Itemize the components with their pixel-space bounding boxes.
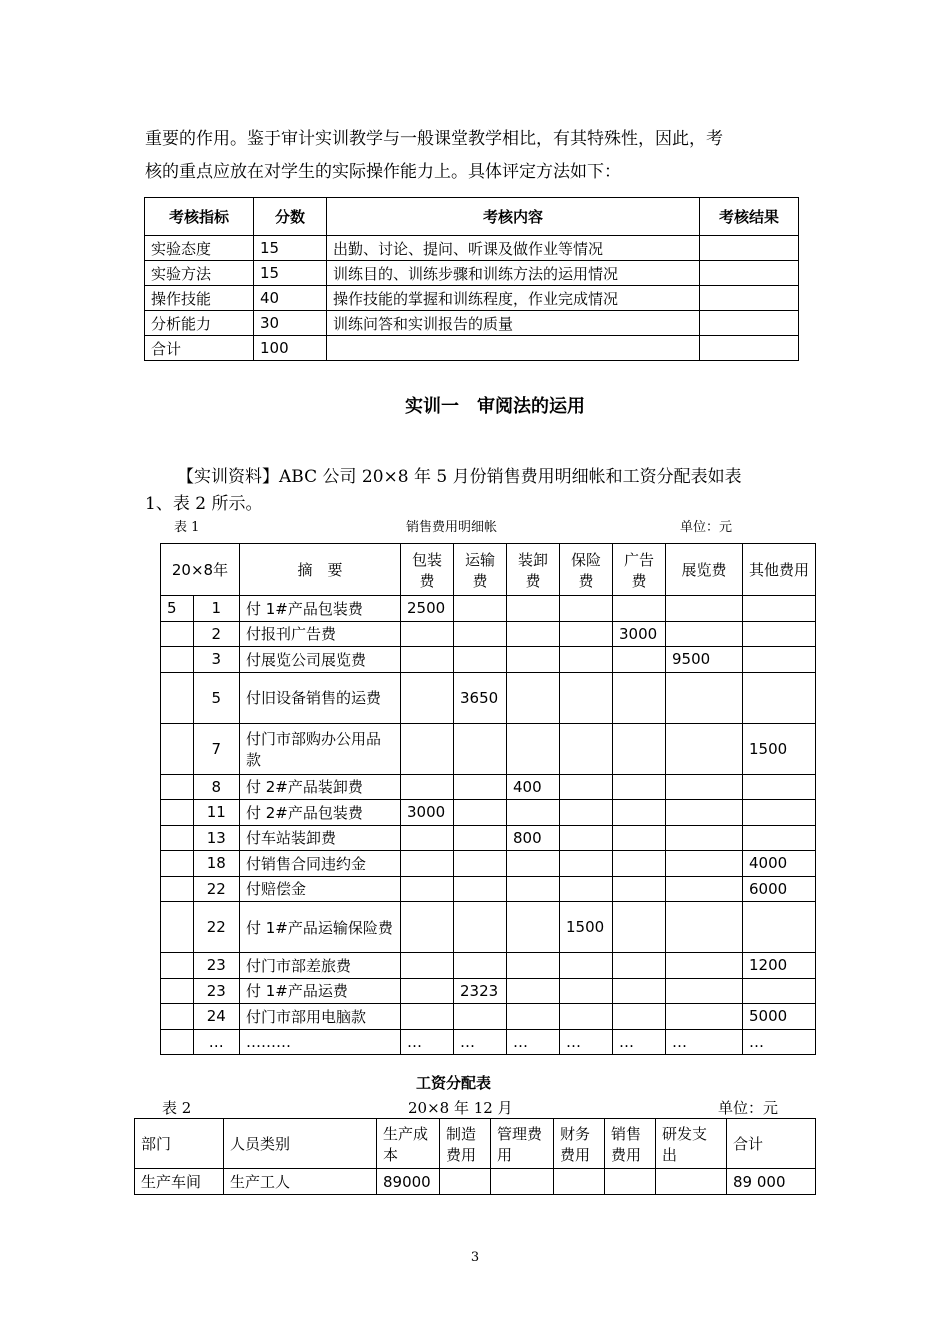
ledger-row-cell bbox=[401, 825, 454, 851]
ledger-row bbox=[161, 978, 816, 1004]
ledger-row bbox=[161, 1029, 816, 1055]
ledger-row bbox=[161, 672, 816, 723]
table2-header: 合计 bbox=[727, 1119, 816, 1169]
ledger-row-cell: 800 bbox=[507, 825, 560, 851]
table2-header: 人员类别 bbox=[224, 1119, 377, 1169]
table1-header: 其他费用 bbox=[743, 544, 816, 596]
table1-header: 广告费 bbox=[613, 544, 666, 596]
eval-row-cell: 操作技能的掌握和训练程度，作业完成情况 bbox=[327, 286, 700, 311]
wage-row-cell bbox=[656, 1169, 727, 1195]
ledger-row-cell bbox=[743, 774, 816, 800]
ledger-row-cell bbox=[161, 876, 194, 902]
ledger-row-cell bbox=[613, 902, 666, 953]
ledger-row-cell bbox=[560, 825, 613, 851]
ledger-row-cell: 23 bbox=[193, 953, 239, 979]
eval-row-cell: 训练目的、训练步骤和训练方法的运用情况 bbox=[327, 261, 700, 286]
ledger-row-cell: 18 bbox=[193, 851, 239, 877]
ledger-row-cell bbox=[507, 953, 560, 979]
ledger-row-cell: … bbox=[666, 1029, 743, 1055]
ledger-row bbox=[161, 902, 816, 953]
ledger-row-cell bbox=[161, 1029, 194, 1055]
ledger-row-cell: 23 bbox=[193, 978, 239, 1004]
material-line-2: 1、表 2 所示。 bbox=[145, 494, 263, 514]
ledger-row-cell: 22 bbox=[193, 876, 239, 902]
ledger-row-cell bbox=[401, 1004, 454, 1030]
ledger-row-cell bbox=[454, 825, 507, 851]
ledger-row-cell: 付销售合同违约金 bbox=[240, 851, 401, 877]
ledger-row-cell bbox=[507, 596, 560, 622]
ledger-row-cell bbox=[454, 647, 507, 673]
wage-row-cell: 89000 bbox=[377, 1169, 440, 1195]
ledger-row-cell bbox=[743, 978, 816, 1004]
table2-header: 生产成本 bbox=[377, 1119, 440, 1169]
ledger-row-cell bbox=[454, 902, 507, 953]
ledger-row-cell bbox=[560, 672, 613, 723]
ledger-row-cell bbox=[507, 723, 560, 774]
ledger-row-cell: … bbox=[454, 1029, 507, 1055]
ledger-row-cell bbox=[454, 621, 507, 647]
ledger-row-cell bbox=[507, 621, 560, 647]
ledger-row-cell bbox=[560, 800, 613, 826]
ledger-row-cell bbox=[613, 953, 666, 979]
ledger-row-cell bbox=[560, 953, 613, 979]
table1-header: 摘 要 bbox=[240, 544, 401, 596]
ledger-row-cell bbox=[401, 647, 454, 673]
ledger-row-cell: 1200 bbox=[743, 953, 816, 979]
eval-row bbox=[145, 311, 799, 336]
ledger-row-cell bbox=[666, 774, 743, 800]
ledger-row bbox=[161, 876, 816, 902]
ledger-row-cell bbox=[666, 953, 743, 979]
ledger-row bbox=[161, 621, 816, 647]
wage-row-cell bbox=[554, 1169, 605, 1195]
table2-header: 研发支出 bbox=[656, 1119, 727, 1169]
ledger-row-cell bbox=[454, 876, 507, 902]
ledger-row-cell bbox=[401, 851, 454, 877]
ledger-row-cell bbox=[401, 902, 454, 953]
ledger-row-cell: 付 1#产品运费 bbox=[240, 978, 401, 1004]
ledger-row-cell: … bbox=[743, 1029, 816, 1055]
ledger-row-cell bbox=[507, 1004, 560, 1030]
eval-header: 考核指标 bbox=[145, 198, 254, 236]
ledger-row-cell: 付报刊广告费 bbox=[240, 621, 401, 647]
ledger-row-cell: 1 bbox=[193, 596, 239, 622]
ledger-row-cell: 3000 bbox=[401, 800, 454, 826]
ledger-row-cell bbox=[454, 851, 507, 877]
ledger-row-cell: 5 bbox=[193, 672, 239, 723]
ledger-row-cell: 24 bbox=[193, 1004, 239, 1030]
eval-row-cell: 100 bbox=[254, 336, 327, 361]
ledger-row-cell: … bbox=[193, 1029, 239, 1055]
ledger-row-cell: 6000 bbox=[743, 876, 816, 902]
ledger-row-cell: 2500 bbox=[401, 596, 454, 622]
intro-line-2: 核的重点应放在对学生的实际操作能力上。具体评定方法如下： bbox=[145, 162, 621, 182]
ledger-row-cell: 3 bbox=[193, 647, 239, 673]
ledger-row-cell bbox=[666, 876, 743, 902]
table2-header: 销售费用 bbox=[605, 1119, 656, 1169]
ledger-row-cell bbox=[666, 672, 743, 723]
ledger-row-cell bbox=[613, 978, 666, 1004]
ledger-row-cell bbox=[401, 723, 454, 774]
ledger-row-cell: 1500 bbox=[743, 723, 816, 774]
wage-row-cell: 89 000 bbox=[727, 1169, 816, 1195]
eval-row bbox=[145, 236, 799, 261]
eval-row-cell: 40 bbox=[254, 286, 327, 311]
ledger-row-cell bbox=[743, 902, 816, 953]
ledger-row bbox=[161, 774, 816, 800]
ledger-row bbox=[161, 723, 816, 774]
ledger-row-cell bbox=[743, 647, 816, 673]
eval-row-cell: 15 bbox=[254, 261, 327, 286]
eval-row-cell bbox=[700, 236, 799, 261]
section-title: 实训一 审阅法的运用 bbox=[405, 396, 585, 417]
eval-row-cell bbox=[700, 286, 799, 311]
ledger-row-cell bbox=[613, 825, 666, 851]
ledger-row-cell bbox=[454, 953, 507, 979]
ledger-row-cell bbox=[560, 723, 613, 774]
ledger-row-cell bbox=[666, 800, 743, 826]
ledger-row bbox=[161, 647, 816, 673]
ledger-row-cell bbox=[613, 774, 666, 800]
ledger-row-cell bbox=[560, 621, 613, 647]
table2-header: 制造费用 bbox=[440, 1119, 491, 1169]
eval-row-cell bbox=[700, 336, 799, 361]
ledger-row-cell: 11 bbox=[193, 800, 239, 826]
ledger-row-cell bbox=[613, 851, 666, 877]
table1-header: 包装费 bbox=[401, 544, 454, 596]
evaluation-table bbox=[144, 197, 799, 361]
ledger-row-cell: 付 2#产品装卸费 bbox=[240, 774, 401, 800]
ledger-row-cell: 付展览公司展览费 bbox=[240, 647, 401, 673]
ledger-row-cell bbox=[507, 851, 560, 877]
eval-row-cell bbox=[700, 261, 799, 286]
ledger-row-cell: 付车站装卸费 bbox=[240, 825, 401, 851]
ledger-row-cell bbox=[507, 902, 560, 953]
ledger-row-cell bbox=[560, 1004, 613, 1030]
ledger-row-cell: 3000 bbox=[613, 621, 666, 647]
ledger-row bbox=[161, 825, 816, 851]
ledger-row-cell bbox=[507, 672, 560, 723]
ledger-row-cell: … bbox=[613, 1029, 666, 1055]
eval-row-cell: 分析能力 bbox=[145, 311, 254, 336]
ledger-row-cell bbox=[401, 672, 454, 723]
table1-header: 装卸费 bbox=[507, 544, 560, 596]
eval-header: 分数 bbox=[254, 198, 327, 236]
ledger-row-cell bbox=[401, 621, 454, 647]
table1-title: 销售费用明细帐 bbox=[406, 520, 498, 535]
ledger-row-cell bbox=[401, 774, 454, 800]
page-number: 3 bbox=[470, 1250, 480, 1265]
ledger-row bbox=[161, 800, 816, 826]
eval-row bbox=[145, 286, 799, 311]
table1-label: 表 1 bbox=[174, 520, 200, 535]
ledger-row-cell: 付门市部差旅费 bbox=[240, 953, 401, 979]
ledger-row-cell: 400 bbox=[507, 774, 560, 800]
table2-header: 财务费用 bbox=[554, 1119, 605, 1169]
table1-header: 运输费 bbox=[454, 544, 507, 596]
ledger-row-cell bbox=[613, 723, 666, 774]
ledger-row-cell bbox=[161, 723, 194, 774]
ledger-row-cell bbox=[666, 902, 743, 953]
ledger-row-cell: 5000 bbox=[743, 1004, 816, 1030]
ledger-row-cell: 9500 bbox=[666, 647, 743, 673]
intro-line-1: 重要的作用。鉴于审计实训教学与一般课堂教学相比，有其特殊性，因此，考 bbox=[145, 129, 723, 149]
ledger-row-cell bbox=[454, 1004, 507, 1030]
ledger-row-cell: 7 bbox=[193, 723, 239, 774]
ledger-row-cell: 22 bbox=[193, 902, 239, 953]
eval-row-cell: 30 bbox=[254, 311, 327, 336]
ledger-row-cell bbox=[161, 672, 194, 723]
table1-unit: 单位：元 bbox=[680, 520, 733, 535]
eval-row-cell: 实验态度 bbox=[145, 236, 254, 261]
ledger-row-cell: 付 2#产品包装费 bbox=[240, 800, 401, 826]
ledger-row-cell: 2323 bbox=[454, 978, 507, 1004]
ledger-row-cell: 5 bbox=[161, 596, 194, 622]
ledger-row-cell bbox=[161, 953, 194, 979]
table1-header: 保险费 bbox=[560, 544, 613, 596]
ledger-row-cell: 付门市部购办公用品款 bbox=[240, 723, 401, 774]
ledger-row-cell bbox=[161, 1004, 194, 1030]
eval-row-cell: 合计 bbox=[145, 336, 254, 361]
ledger-row-cell bbox=[743, 800, 816, 826]
ledger-row-cell: … bbox=[507, 1029, 560, 1055]
ledger-row bbox=[161, 596, 816, 622]
ledger-row-cell bbox=[560, 851, 613, 877]
ledger-row-cell: 付 1#产品包装费 bbox=[240, 596, 401, 622]
ledger-row-cell bbox=[161, 774, 194, 800]
ledger-row-cell bbox=[454, 723, 507, 774]
eval-row-cell bbox=[700, 311, 799, 336]
material-paragraph bbox=[145, 461, 805, 521]
ledger-row-cell bbox=[507, 800, 560, 826]
eval-row-cell: 操作技能 bbox=[145, 286, 254, 311]
wage-row-cell bbox=[491, 1169, 554, 1195]
eval-row-cell: 实验方法 bbox=[145, 261, 254, 286]
ledger-row-cell bbox=[454, 596, 507, 622]
ledger-row-cell bbox=[666, 621, 743, 647]
intro-paragraph bbox=[145, 123, 805, 189]
ledger-row-cell bbox=[613, 596, 666, 622]
ledger-row-cell: 13 bbox=[193, 825, 239, 851]
ledger-row-cell bbox=[666, 723, 743, 774]
ledger-row-cell bbox=[666, 851, 743, 877]
material-line-1: 【实训资料】ABC 公司 20×8 年 5 月份销售费用明细帐和工资分配表如表 bbox=[177, 467, 742, 487]
ledger-row-cell: … bbox=[401, 1029, 454, 1055]
ledger-row-cell bbox=[743, 621, 816, 647]
table2-unit: 单位：元 bbox=[718, 1099, 779, 1117]
ledger-row-cell bbox=[613, 1004, 666, 1030]
ledger-row-cell bbox=[507, 978, 560, 1004]
ledger-row-cell bbox=[161, 902, 194, 953]
ledger-row-cell: 付门市部用电脑款 bbox=[240, 1004, 401, 1030]
eval-row-cell: 出勤、讨论、提问、听课及做作业等情况 bbox=[327, 236, 700, 261]
wage-row-cell: 生产工人 bbox=[224, 1169, 377, 1195]
ledger-row-cell bbox=[666, 978, 743, 1004]
eval-header: 考核结果 bbox=[700, 198, 799, 236]
ledger-row-cell bbox=[161, 825, 194, 851]
ledger-row-cell bbox=[401, 876, 454, 902]
ledger-row-cell bbox=[401, 978, 454, 1004]
ledger-row-cell bbox=[666, 1004, 743, 1030]
ledger-row-cell bbox=[161, 647, 194, 673]
ledger-row-cell bbox=[743, 825, 816, 851]
ledger-row-cell: ……… bbox=[240, 1029, 401, 1055]
ledger-row-cell bbox=[161, 800, 194, 826]
ledger-row-cell bbox=[401, 953, 454, 979]
ledger-row-cell bbox=[560, 876, 613, 902]
eval-row bbox=[145, 261, 799, 286]
ledger-row bbox=[161, 851, 816, 877]
ledger-row-cell bbox=[454, 800, 507, 826]
ledger-row-cell bbox=[666, 596, 743, 622]
ledger-row-cell bbox=[613, 672, 666, 723]
ledger-row-cell: … bbox=[560, 1029, 613, 1055]
eval-row bbox=[145, 336, 799, 361]
ledger-row-cell: 1500 bbox=[560, 902, 613, 953]
table2-title: 工资分配表 bbox=[416, 1074, 492, 1092]
ledger-row-cell bbox=[666, 825, 743, 851]
table1-header: 20×8年 bbox=[161, 544, 240, 596]
ledger-row-cell bbox=[613, 647, 666, 673]
ledger-row-cell bbox=[507, 647, 560, 673]
wage-row bbox=[135, 1169, 816, 1195]
ledger-row-cell bbox=[560, 596, 613, 622]
table2-date: 20×8 年 12 月 bbox=[408, 1099, 513, 1117]
ledger-row-cell: 付赔偿金 bbox=[240, 876, 401, 902]
eval-row-cell: 15 bbox=[254, 236, 327, 261]
table2-label: 表 2 bbox=[162, 1099, 192, 1117]
ledger-row bbox=[161, 1004, 816, 1030]
ledger-row-cell bbox=[743, 596, 816, 622]
ledger-row-cell bbox=[161, 621, 194, 647]
ledger-row-cell bbox=[743, 672, 816, 723]
ledger-row-cell bbox=[560, 774, 613, 800]
ledger-row-cell bbox=[161, 978, 194, 1004]
wage-row-cell bbox=[605, 1169, 656, 1195]
table2-header: 管理费用 bbox=[491, 1119, 554, 1169]
ledger-row-cell bbox=[454, 774, 507, 800]
table2-header: 部门 bbox=[135, 1119, 224, 1169]
ledger-row-cell: 付 1#产品运输保险费 bbox=[240, 902, 401, 953]
wage-allocation-table bbox=[134, 1118, 816, 1195]
ledger-row-cell: 3650 bbox=[454, 672, 507, 723]
sales-expense-ledger bbox=[160, 543, 816, 1055]
ledger-row-cell bbox=[613, 800, 666, 826]
ledger-row-cell: 付旧设备销售的运费 bbox=[240, 672, 401, 723]
ledger-row-cell bbox=[507, 876, 560, 902]
ledger-row-cell bbox=[560, 978, 613, 1004]
eval-row-cell bbox=[327, 336, 700, 361]
ledger-row-cell: 4000 bbox=[743, 851, 816, 877]
ledger-row-cell: 2 bbox=[193, 621, 239, 647]
eval-header: 考核内容 bbox=[327, 198, 700, 236]
wage-row-cell bbox=[440, 1169, 491, 1195]
ledger-row bbox=[161, 953, 816, 979]
eval-row-cell: 训练问答和实训报告的质量 bbox=[327, 311, 700, 336]
ledger-row-cell bbox=[161, 851, 194, 877]
table1-header: 展览费 bbox=[666, 544, 743, 596]
wage-row-cell: 生产车间 bbox=[135, 1169, 224, 1195]
ledger-row-cell: 8 bbox=[193, 774, 239, 800]
ledger-row-cell bbox=[613, 876, 666, 902]
ledger-row-cell bbox=[560, 647, 613, 673]
